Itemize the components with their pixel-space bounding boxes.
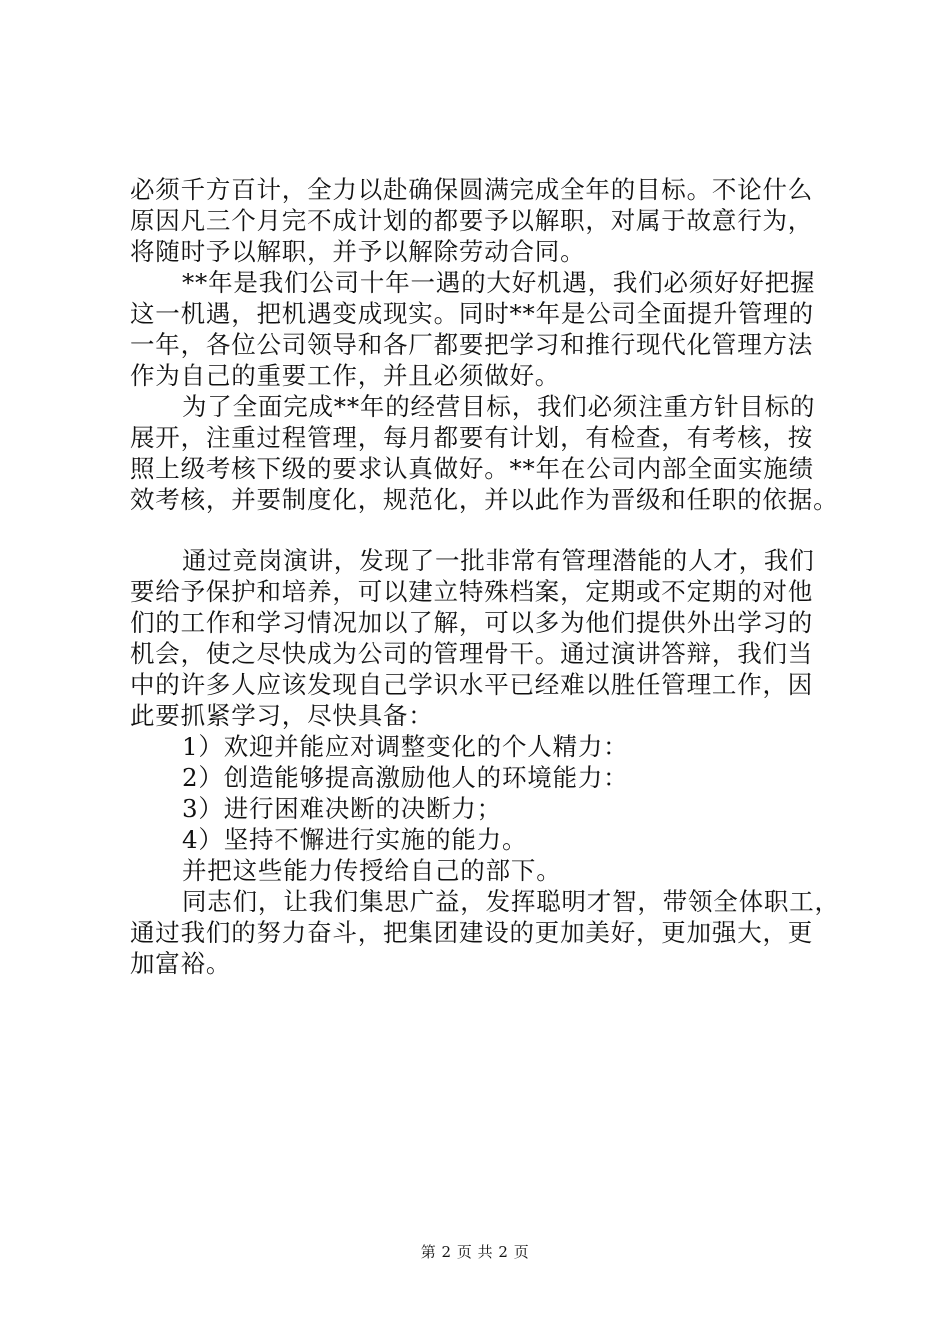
text-line: 通过我们的努力奋斗，把集团建设的更加美好，更加强大，更 (130, 918, 814, 947)
text-line: 此要抓紧学习，尽快具备： (130, 701, 434, 730)
text-line: 要给予保护和培养，可以建立特殊档案，定期或不定期的对他 (130, 577, 814, 606)
text-line: 必须千方百计，全力以赴确保圆满完成全年的目标。不论什么 (130, 175, 814, 204)
list-item: 3）进行困难决断的决断力； (182, 794, 502, 823)
text-line: 同志们，让我们集思广益，发挥聪明才智，带领全体职工， (182, 887, 840, 916)
list-item: 2）创造能够提高激励他人的环境能力： (182, 763, 629, 792)
text-line: 展开，注重过程管理，每月都要有计划，有检查，有考核，按 (130, 423, 814, 452)
document-body (130, 174, 850, 979)
text-line: **年是我们公司十年一遇的大好机遇，我们必须好好把握 (182, 268, 816, 297)
text-line: 效考核，并要制度化，规范化，并以此作为晋级和任职的依据。 (130, 485, 839, 514)
text-line: 作为自己的重要工作，并且必须做好。 (130, 361, 561, 390)
text-line: 中的许多人应该发现自己学识水平已经难以胜任管理工作，因 (130, 670, 814, 699)
text-line: 将随时予以解职，并予以解除劳动合同。 (130, 237, 586, 266)
text-line: 为了全面完成**年的经营目标，我们必须注重方针目标的 (182, 392, 816, 421)
text-line: 一年，各位公司领导和各厂都要把学习和推行现代化管理方法 (130, 330, 814, 359)
text-line: 并把这些能力传授给自己的部下。 (182, 856, 562, 885)
text-line: 机会，使之尽快成为公司的管理骨干。通过演讲答辩，我们当 (130, 639, 814, 668)
text-line: 这一机遇，把机遇变成现实。同时**年是公司全面提升管理的 (130, 299, 814, 328)
list-item: 4）坚持不懈进行实施的能力。 (182, 825, 528, 854)
list-item: 1）欢迎并能应对调整变化的个人精力： (182, 732, 629, 761)
text-line: 通过竞岗演讲，发现了一批非常有管理潜能的人才，我们 (182, 546, 815, 575)
text-line: 们的工作和学习情况加以了解，可以多为他们提供外出学习的 (130, 608, 814, 637)
text-line: 加富裕。 (130, 949, 232, 978)
paragraph-gap (130, 515, 850, 545)
text-line: 原因凡三个月完不成计划的都要予以解职，对属于故意行为， (130, 206, 814, 235)
page-footer: 第 2 页 共 2 页 (420, 1243, 530, 1261)
text-line: 照上级考核下级的要求认真做好。**年在公司内部全面实施绩 (130, 454, 814, 483)
